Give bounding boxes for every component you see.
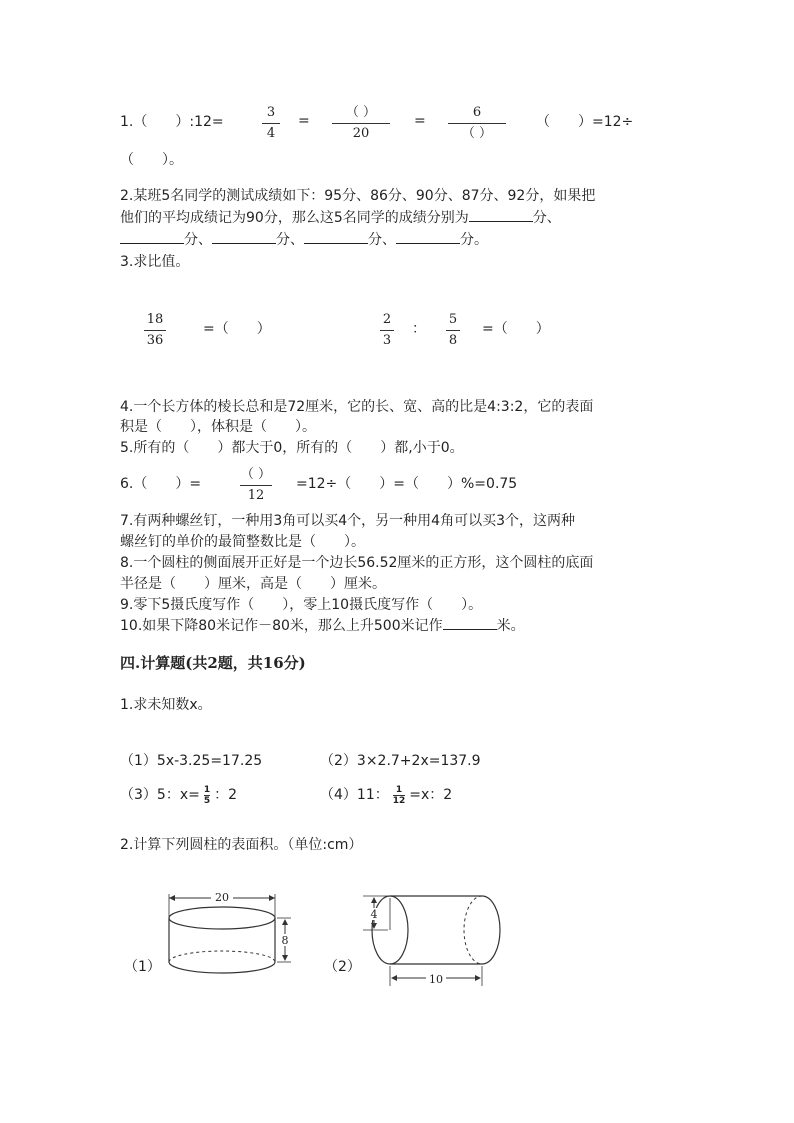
q10-blank[interactable] <box>443 615 497 630</box>
q2-line-2 <box>120 207 561 229</box>
cylinder-1-height-label: 8 <box>281 934 289 947</box>
q2-blank-5[interactable] <box>396 229 460 244</box>
q3-fraction-c <box>446 311 460 350</box>
q3-frac-c-num: 5 <box>448 312 458 327</box>
q6-part-b: =12÷（ ）=（ ）%=0.75 <box>296 476 518 492</box>
equation-4-left: （4）11： <box>320 787 389 803</box>
q2-line-1: 2.某班5名同学的测试成绩如下：95分、86分、90分、87分、92分，如果把 <box>120 188 596 204</box>
eq3-frac-num: 1 <box>203 784 211 795</box>
q3-answer-b: =（ ） <box>482 321 550 337</box>
cylinder-1-figure <box>155 888 300 982</box>
q4-line-2: 积是（ ），体积是（ ）。 <box>120 419 316 435</box>
equation-4-right: =x：2 <box>409 787 453 803</box>
equation-4-fraction <box>393 785 406 806</box>
cylinder-1-diameter-label: 20 <box>215 891 229 904</box>
q2-blank-4[interactable] <box>304 229 368 244</box>
q1-frac1-num: 3 <box>266 105 276 120</box>
cylinder-1-label: （1） <box>124 959 161 975</box>
q2-unit-5: 分 <box>460 232 474 248</box>
q10-unit: 米。 <box>496 618 525 634</box>
q6-fraction <box>240 466 272 505</box>
equation-3-right: ：2 <box>214 787 238 803</box>
q6-frac-num: （ ） <box>240 467 272 482</box>
equation-3-fraction <box>204 785 210 806</box>
q1-fraction-2 <box>332 104 390 143</box>
q3-title: 3.求比值。 <box>120 254 190 270</box>
q1-equals-2: = <box>414 113 426 129</box>
q3-colon: ： <box>412 321 426 337</box>
q1-frac3-den: （ ） <box>461 126 493 141</box>
q2-line-2-text: 他们的平均成绩记为90分，那么这5名同学的成绩分别为 <box>120 210 469 226</box>
q4-line-1: 4.一个长方体的棱长总和是72厘米，它的长、宽、高的比是4:3:2，它的表面 <box>120 399 594 415</box>
q3-frac-a-num: 18 <box>146 312 164 327</box>
q7-line-1: 7.有两种螺丝钉，一种用3角可以买4个，另一种用4角可以买3个，这两种 <box>120 513 575 529</box>
q1-fraction-1 <box>262 104 280 143</box>
q1-frac2-num: （ ） <box>345 105 377 120</box>
q2-unit-4: 分 <box>368 232 382 248</box>
q3-frac-b-num: 2 <box>382 312 392 327</box>
q1-part-b: （ ）=12÷ <box>536 114 634 130</box>
q2-sep-1: 、 <box>546 210 561 226</box>
q8-line-1: 8.一个圆柱的侧面展开正好是一个边长56.52厘米的正方形，这个圆柱的底面 <box>120 555 594 571</box>
q2-unit-1: 分 <box>532 210 547 226</box>
q3-answer-a: =（ ） <box>203 321 271 337</box>
q2-end: 。 <box>474 232 488 248</box>
q3-frac-a-den: 36 <box>146 333 164 348</box>
q1-part-a: 1.（ ）:12= <box>120 114 224 130</box>
section4-p1-title: 1.求未知数x。 <box>120 697 212 713</box>
section4-heading: 四.计算题(共2题，共16分) <box>120 654 306 672</box>
equation-4 <box>320 784 452 806</box>
q10-text: 10.如果下降80米记作－80米，那么上升500米记作 <box>120 618 443 634</box>
q2-unit-3: 分 <box>276 232 290 248</box>
q1-part-c: （ ）。 <box>120 152 183 168</box>
q3-frac-c-den: 8 <box>448 333 458 348</box>
q9-text: 9.零下5摄氏度写作（ ），零上10摄氏度写作（ ）。 <box>120 597 483 613</box>
q3-frac-b-den: 3 <box>382 333 392 348</box>
cylinder-2-length-label: 10 <box>429 973 443 986</box>
q1-frac3-num: 6 <box>472 105 482 120</box>
eq4-frac-num: 1 <box>395 784 403 795</box>
q8-line-2: 半径是（ ）厘米，高是（ ）厘米。 <box>120 576 386 592</box>
equation-3-left: （3）5：x= <box>120 787 200 803</box>
q6-frac-den: 12 <box>247 488 265 503</box>
q2-unit-2: 分 <box>184 232 198 248</box>
cylinder-2-label: （2） <box>324 959 361 975</box>
q1-frac1-den: 4 <box>266 126 276 141</box>
eq4-frac-den: 12 <box>392 795 406 806</box>
q5-text: 5.所有的（ ）都大于0，所有的（ ）都,小于0。 <box>120 440 464 456</box>
q10-line <box>120 615 525 637</box>
cylinder-2-figure <box>360 890 505 990</box>
q2-sep-3: 、 <box>290 232 304 248</box>
q1-fraction-3 <box>448 104 506 143</box>
q2-blank-2[interactable] <box>120 229 184 244</box>
cylinder-2-radius-label: 4 <box>370 908 378 921</box>
q3-fraction-b <box>380 311 394 350</box>
q1-equals-1: = <box>298 113 310 129</box>
q2-sep-2: 、 <box>198 232 212 248</box>
q2-line-3 <box>120 229 488 251</box>
q6-part-a: 6.（ ）= <box>120 476 202 492</box>
section4-p2-title: 2.计算下列圆柱的表面积。（单位:cm） <box>120 837 363 853</box>
q1-frac2-den: 20 <box>352 126 370 141</box>
q3-fraction-a <box>144 311 166 350</box>
q7-line-2: 螺丝钉的单价的最简整数比是（ ）。 <box>120 534 365 550</box>
q2-blank-1[interactable] <box>469 207 533 222</box>
equation-1: （1）5x-3.25=17.25 <box>120 753 263 769</box>
q2-sep-4: 、 <box>382 232 396 248</box>
equation-2: （2）3×2.7+2x=137.9 <box>320 753 481 769</box>
eq3-frac-den: 5 <box>203 795 211 806</box>
q2-blank-3[interactable] <box>212 229 276 244</box>
equation-3 <box>120 784 237 806</box>
